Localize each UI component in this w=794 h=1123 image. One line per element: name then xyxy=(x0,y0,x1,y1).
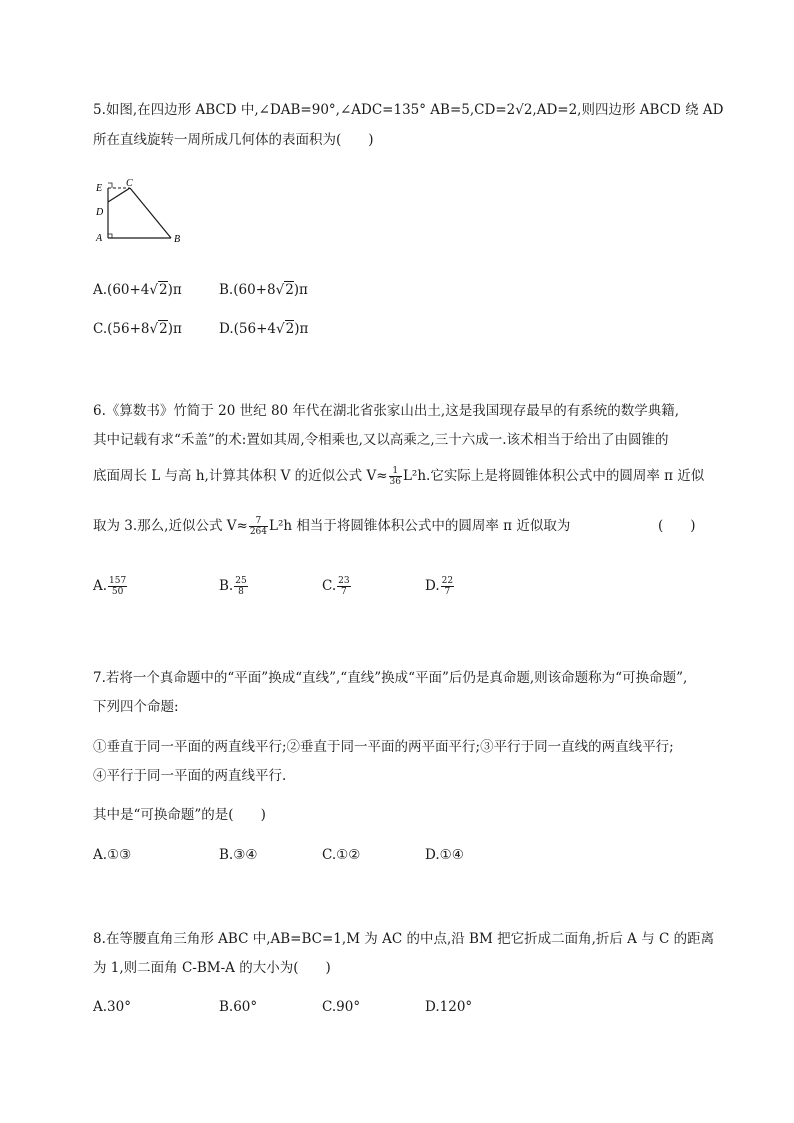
q6-option-a[interactable]: A. $\frac{157}{50}$ xyxy=(93,576,127,597)
q5-figure-dc xyxy=(108,188,130,202)
q7-line2: 下列四个命题: xyxy=(93,699,179,715)
q7-option-b[interactable]: B.③④ xyxy=(219,847,258,863)
q6-answer-bracket: ( ) xyxy=(658,518,696,534)
q6-option-c[interactable]: C. $\frac{23}{7}$ xyxy=(322,576,350,597)
q7-option-c[interactable]: C.①② xyxy=(322,847,361,863)
q5-figure-label-e: E xyxy=(96,183,103,194)
q5-figure-right-angle-e xyxy=(108,183,112,188)
q6-fraction-1: $\frac{1}{36}$ xyxy=(389,466,401,487)
q5-line1 xyxy=(93,100,723,120)
q5-line2: 所在直线旋转一周所成几何体的表面积为( ) xyxy=(93,132,374,148)
q5-number: 5. xyxy=(93,102,106,118)
q5-figure-label-a: A xyxy=(96,233,103,244)
q6-option-d[interactable]: D. $\frac{22}{7}$ xyxy=(425,576,454,597)
q5-text-1: 如图,在四边形 ABCD 中,∠DAB=90°,∠ADC=135° AB=5,CD=2√2,AD=2,则四边形 ABCD 绕 AD xyxy=(105,102,724,118)
q5-figure-label-d: D xyxy=(96,207,104,218)
q6-line4: 取为 3.那么,近似公式 V≈ $\frac{7}{264}$ L²h 相当于将圆锥体积公式中的圆周率 π 近似取为 xyxy=(93,516,571,537)
q8-option-d[interactable]: D.120° xyxy=(425,999,473,1015)
q5-option-c[interactable]: C.(56+8√2)π xyxy=(93,321,182,337)
q6-line1: 6.《算数书》竹简于 20 世纪 80 年代在湖北省张家山出土,这是我国现存最早的有系统的数学典籍, xyxy=(93,403,679,419)
q7-number: 7. xyxy=(93,670,106,686)
q5-figure-cb xyxy=(130,188,171,238)
q7-line3: ①垂直于同一平面的两直线平行;②垂直于同一平面的两平面平行;③平行于同一直线的两直线平行; xyxy=(93,739,674,755)
q6-option-b[interactable]: B. $\frac{25}{8}$ xyxy=(219,576,247,597)
q5-option-b[interactable]: B.(60+8√2)π xyxy=(219,282,308,298)
q5-figure xyxy=(93,176,193,248)
q6-line3: 底面周长 L 与高 h,计算其体积 V 的近似公式 V≈ $\frac{1}{36}$ L²h.它实际上是将圆锥体积公式中的圆周率 π 近似 xyxy=(93,466,705,487)
q6-fraction-2: $\frac{7}{264}$ xyxy=(249,516,268,537)
q6-line2: 其中记载有求“禾盖”的术:置如其周,令相乘也,又以高乘之,三十六成一.该术相当于给出了由圆锥的 xyxy=(93,432,669,448)
q8-option-c[interactable]: C.90° xyxy=(322,999,361,1015)
q5-figure-label-b: B xyxy=(174,234,181,245)
q5-option-a[interactable]: A.(60+4√2)π xyxy=(93,282,182,298)
q7-option-a[interactable]: A.①③ xyxy=(93,847,132,863)
q7-option-d[interactable]: D.①④ xyxy=(425,847,464,863)
q7-line5: 其中是“可换命题”的是( ) xyxy=(93,807,266,823)
q6-number: 6. xyxy=(93,403,106,419)
q8-option-a[interactable]: A.30° xyxy=(93,999,131,1015)
q7-line1: 7.若将一个真命题中的“平面”换成“直线”,“直线”换成“平面”后仍是真命题,则该命题称为“可换命题”, xyxy=(93,670,688,686)
q8-option-b[interactable]: B.60° xyxy=(219,999,258,1015)
q5-option-d[interactable]: D.(56+4√2)π xyxy=(219,321,309,337)
q8-line1: 8.在等腰直角三角形 ABC 中,AB=BC=1,M 为 AC 的中点,沿 BM 把它折成二面角,折后 A 与 C 的距离 xyxy=(93,931,715,947)
q7-line4: ④平行于同一平面的两直线平行. xyxy=(93,768,287,784)
q8-line2: 为 1,则二面角 C-BM-A 的大小为( ) xyxy=(93,960,331,976)
q8-number: 8. xyxy=(93,931,106,947)
q5-figure-label-c: C xyxy=(126,178,133,189)
